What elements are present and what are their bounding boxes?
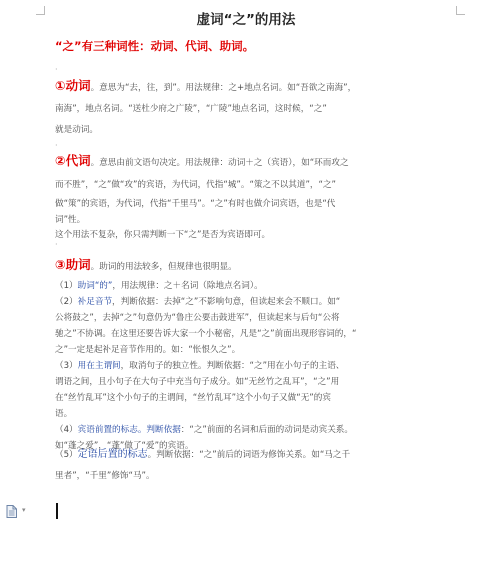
particle-item-line: 语。: [55, 409, 73, 419]
section-text: ，取消句子的独立性。判断依据：“之”用在小句子的主语、: [120, 361, 345, 371]
section-line: 词”性。: [55, 215, 86, 225]
subheading: “之”有三种词性：动词、代词、助词。: [55, 39, 255, 53]
section-line: 而不胜”，“之”做“攻”的宾语，为代词，代指“城”。“策之不以其道”，“之”: [55, 179, 337, 190]
section-text: 。判断依据：“之”前后的词语为修饰关系。如“马之千: [147, 450, 351, 460]
particle-item-line: 如“蓬之爱”，“蓬”做了“爱”的宾语。: [55, 441, 194, 451]
section-line: 做“策”的宾语，为代词，代指“千里马”。“之”有时也做介词宾语，也是“代: [55, 199, 336, 209]
particle-item-line: [55, 358, 447, 374]
item-number: （4）: [55, 425, 78, 435]
section-line: 里者”，“千里”修饰“马”。: [55, 471, 155, 481]
particle-item-line: 之”一定是起补足音节作用的。如：“怅恨久之”。: [55, 345, 241, 355]
section-line: 这个用法不复杂，你只需判断一下“之”是否为宾语即可。: [55, 230, 271, 240]
text-cursor: [56, 503, 58, 519]
section-pronoun: [55, 150, 447, 243]
section-line: 就是动词。: [55, 125, 98, 135]
particle-item-line: [55, 278, 447, 294]
section-text: ，用法规律：之＋名词（除地点名词）。: [112, 281, 263, 291]
item-highlight: 助词“的”: [77, 281, 113, 291]
section-marker: ①动词: [55, 78, 91, 93]
particle-item-line: [55, 422, 447, 438]
particle-item-line: [55, 294, 447, 310]
section-text: ：“之”前面的名词和后面的动词是动宾关系。: [180, 425, 353, 435]
document-icon[interactable]: [6, 505, 17, 518]
section-marker: ③助词: [55, 257, 91, 272]
item-number: （2）: [55, 297, 78, 307]
section-verb: [55, 75, 447, 141]
particle-item-line: 驰之”不协调。在这里还要告诉大家一个小秘密，凡是“之”前面出现形容词的，“: [55, 329, 357, 339]
section-line: [55, 254, 447, 278]
particle-item-line: 在“丝竹乱耳”这个小句子的主谓间，“丝竹乱耳”这个小句子又做“无”的宾: [55, 393, 331, 403]
item-highlight: 宾语前置的标志。判断依据: [77, 425, 181, 435]
section-line: [55, 75, 447, 99]
particle-items: [55, 278, 447, 454]
chevron-down-icon[interactable]: ▾: [22, 506, 26, 514]
item-highlight: 补足音节: [77, 297, 113, 307]
section-marker: ②代词: [55, 153, 91, 168]
section-line: 南海”，地点名词。“送杜少府之广陵”，“广陵”地点名词，这时候，“之”: [55, 104, 327, 114]
particle-item-line: 谓语之间，且小句子在大句子中充当句子成分。如“无丝竹之乱耳”，“之”用: [55, 377, 340, 387]
document-title: 虚词“之”的用法: [196, 12, 296, 28]
item-number: （1）: [55, 281, 78, 291]
paragraph-mark: ·: [55, 65, 58, 74]
section-line: [55, 150, 447, 175]
item-highlight: 定语后置的标志: [77, 449, 148, 460]
section-particle: [55, 254, 447, 454]
item-number: （3）: [55, 361, 78, 371]
particle-item-5: [55, 444, 447, 487]
paragraph-mark: ·: [55, 141, 58, 150]
item-number: （5）: [55, 450, 78, 460]
item-highlight: 用在主谓间: [77, 361, 121, 371]
section-text: 。意思由前文语句决定。用法规律：动词＋之（宾语），如“环而攻之: [90, 158, 349, 168]
section-text: 。意思为“去，往，到”。用法规律：之+地点名词。如“吾欲之南海”，: [90, 83, 357, 93]
section-text: 。助词的用法较多，但规律也很明显。: [90, 262, 237, 272]
particle-item-line: 公将鼓之”，去掉“之”句意仍为“鲁庄公要击鼓进军”，但读起来与后句“公将: [55, 313, 340, 323]
section-line: [55, 444, 447, 466]
paragraph-mark: ·: [55, 240, 58, 249]
section-text: ，判断依据：去掉“之”不影响句意，但读起来会不顺口。如“: [112, 297, 341, 307]
